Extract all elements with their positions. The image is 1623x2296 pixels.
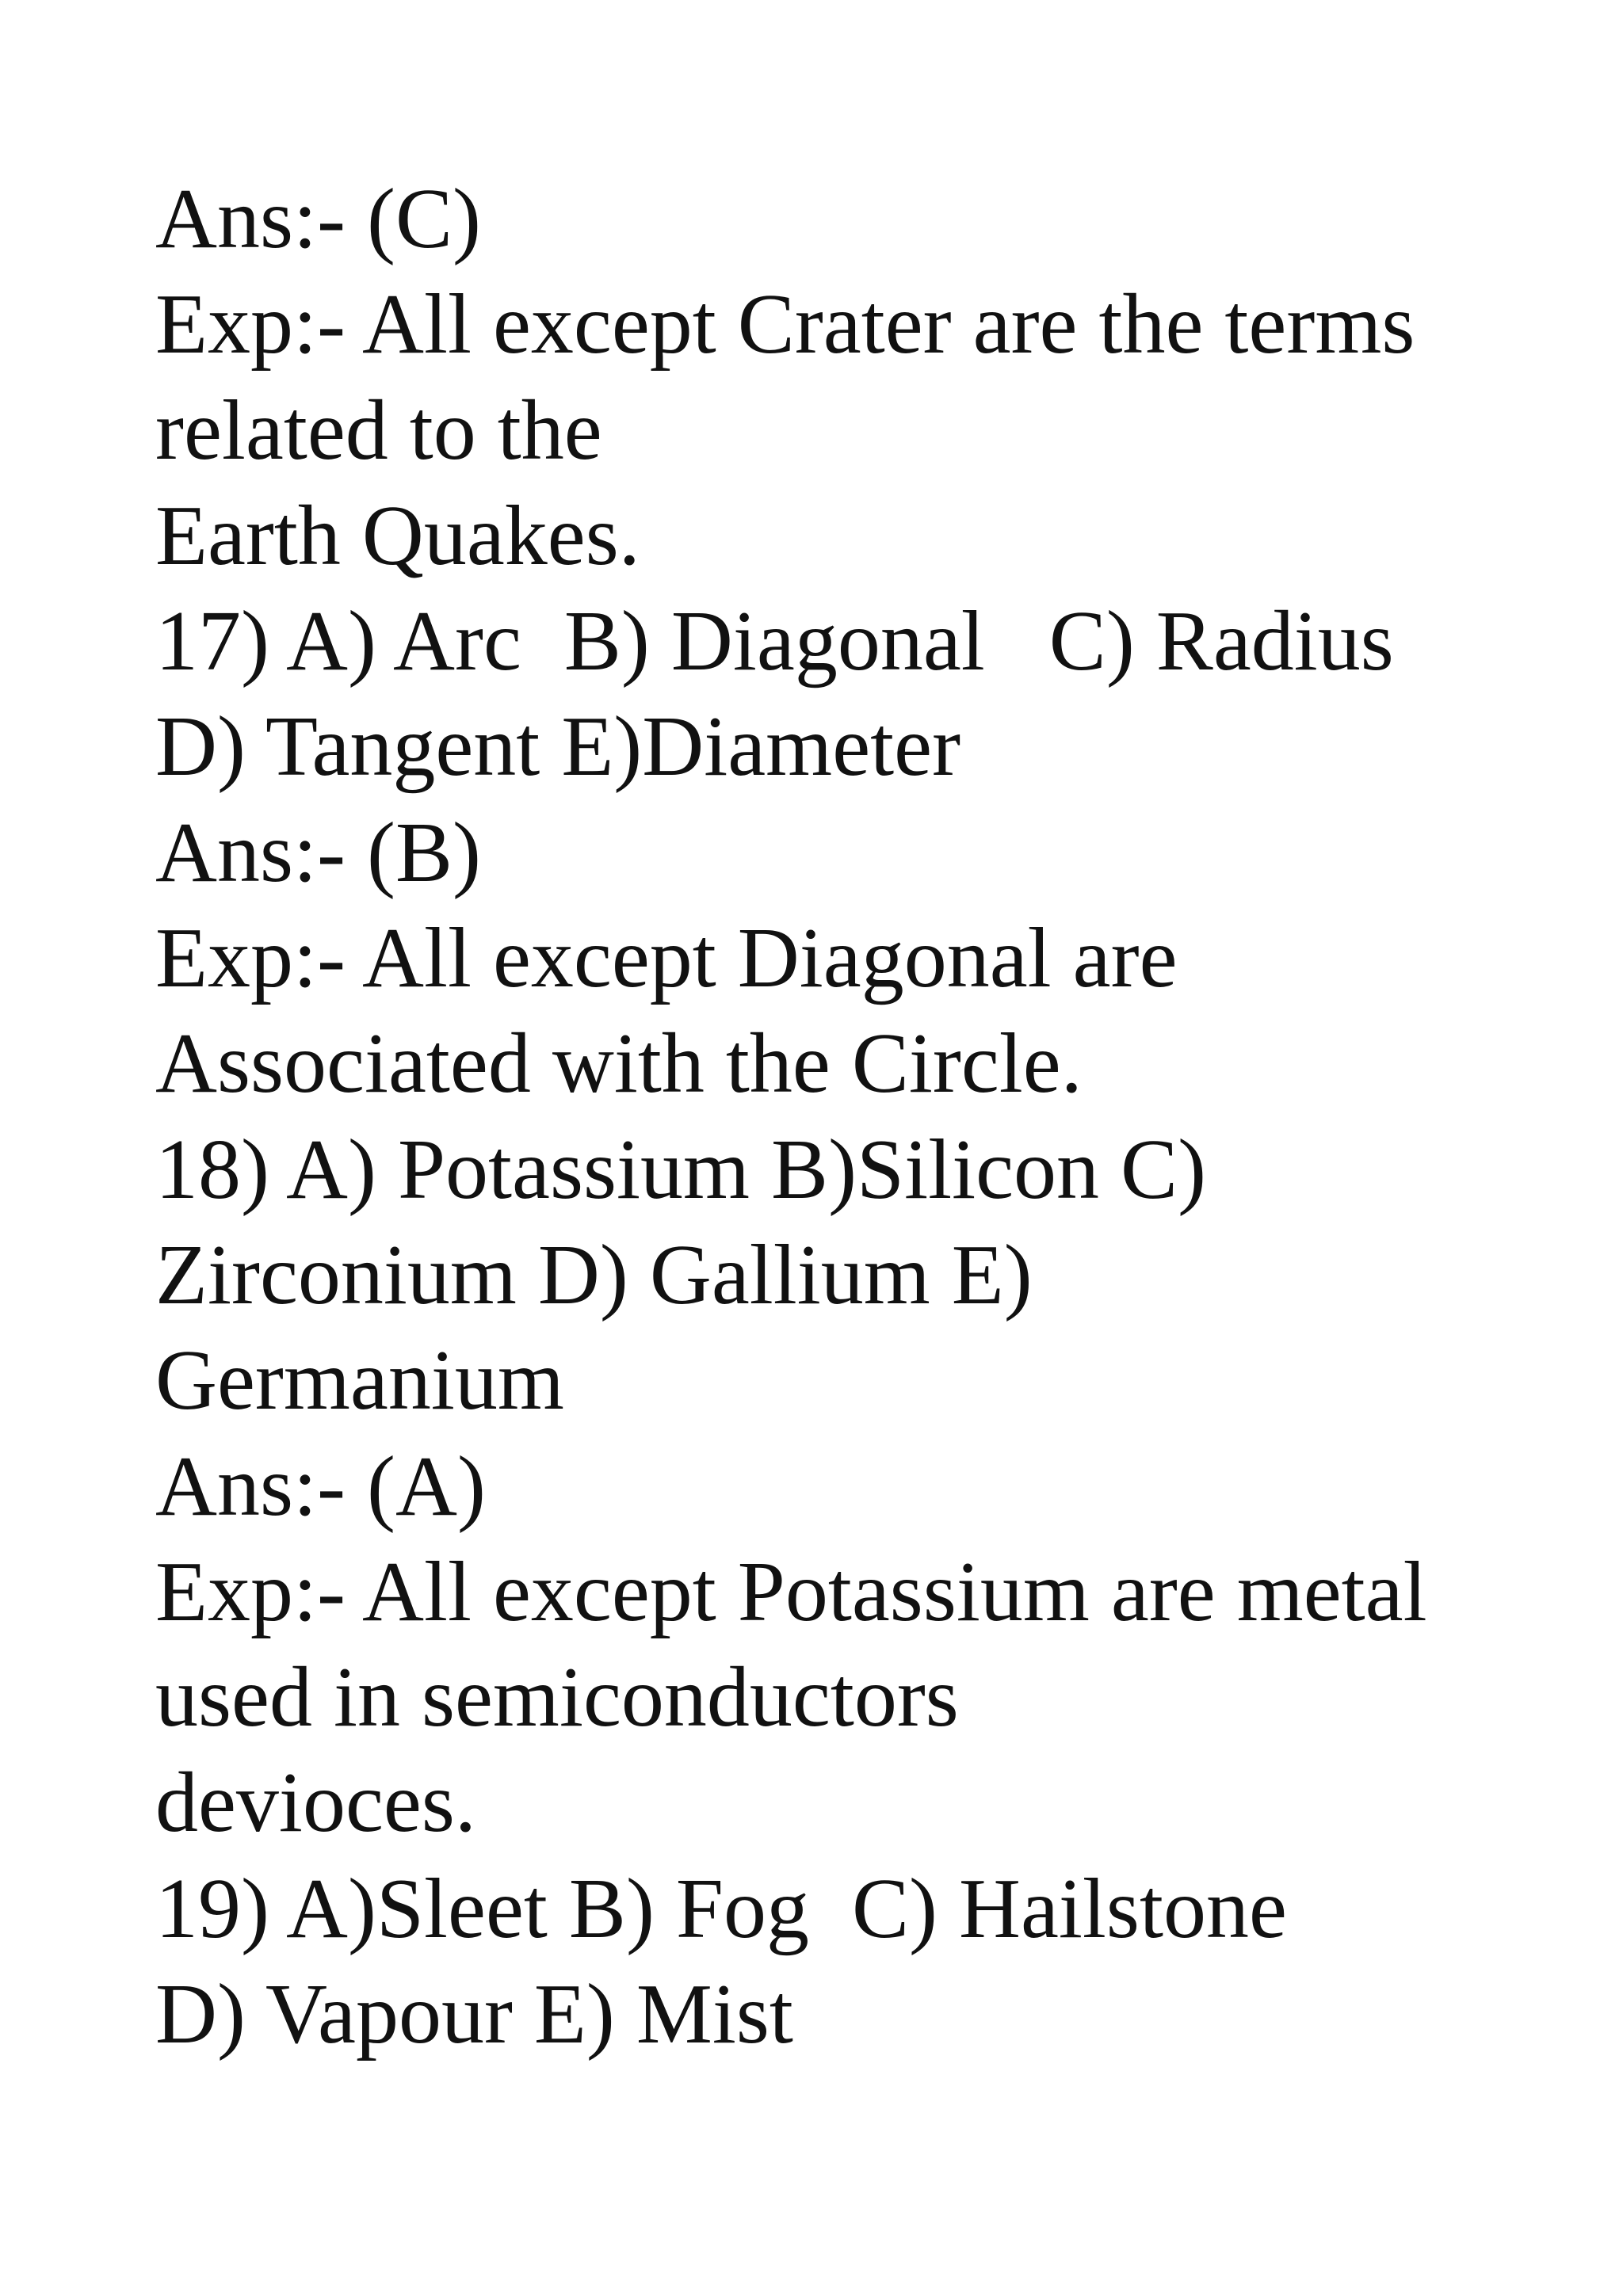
answer-line-q18: Ans:- (A): [155, 1439, 486, 1534]
document-text: [155, 166, 1582, 2067]
question-line-q18-2: Zirconium D) Gallium E): [155, 1227, 1033, 1322]
question-line-q18-3: Germanium: [155, 1333, 564, 1428]
answer-line-q17: Ans:- (B): [155, 805, 481, 900]
explanation-line-q18-3: devioces.: [155, 1756, 476, 1851]
question-line-q17-2: D) Tangent E)Diameter: [155, 700, 961, 795]
explanation-line-q16-1: Exp:- All except Crater are the terms: [155, 277, 1415, 372]
explanation-line-q18-1: Exp:- All except Potassium are metal: [155, 1544, 1427, 1639]
question-line-q17-1: 17) A) Arc B) Diagonal C) Radius: [155, 594, 1394, 689]
explanation-line-q17-1: Exp:- All except Diagonal are: [155, 911, 1178, 1006]
question-line-q19-1: 19) A)Sleet B) Fog C) Hailstone: [155, 1861, 1287, 1956]
explanation-line-q17-2: Associated with the Circle.: [155, 1016, 1083, 1112]
explanation-line-q18-2: used in semiconductors: [155, 1650, 959, 1745]
answer-line-q16: Ans:- (C): [155, 172, 481, 266]
question-line-q18-1: 18) A) Potassium B)Silicon C): [155, 1122, 1207, 1217]
explanation-line-q16-2: related to the: [155, 383, 602, 478]
question-line-q19-2: D) Vapour E) Mist: [155, 1967, 793, 2062]
explanation-line-q16-3: Earth Quakes.: [155, 488, 640, 583]
